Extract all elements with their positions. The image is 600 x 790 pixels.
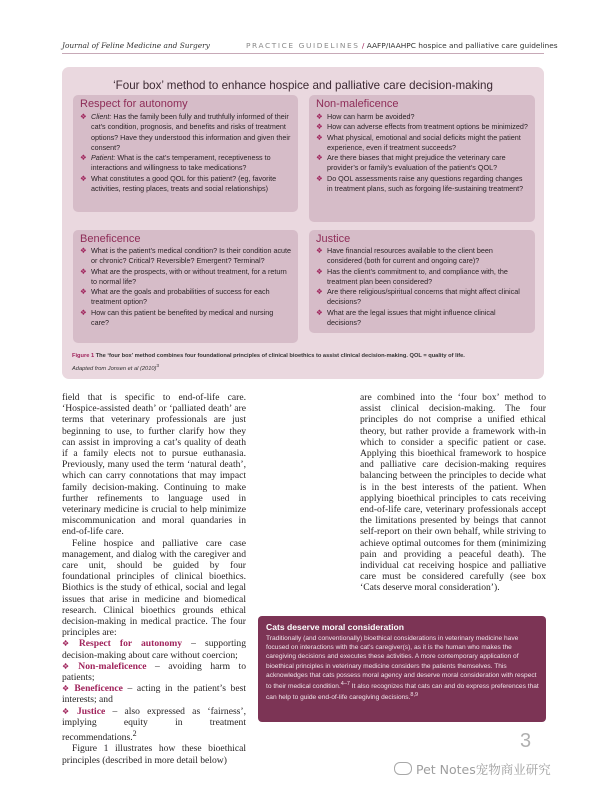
diamond-bullet-icon: ❖ bbox=[316, 112, 323, 121]
sidebox-text: Traditionally (and conventionally) bioethical considerations in veterinary medicine have focused on interactions with the cat’s caregiver(s), as it is the human who makes the caregiving decisions and executes these activities. A more contemporary application of bioethical principles in veterinary medicine considers the patients themselves. This acknowledges that cats possess moral agency and deserve moral consideration with respect to their medical condition.$^{4-7}$ It also recognizes that cats can and do express preferences that can help to guide end-of-life caregiving decisions.$^{8,9}$ bbox=[266, 635, 539, 702]
list-item: ❖ Respect for autonomy – supporting decision-making about care without coercion; bbox=[62, 638, 247, 661]
list-item: ❖ How can harm be avoided? bbox=[316, 112, 415, 121]
diamond-bullet-icon: ❖ bbox=[80, 153, 87, 163]
diamond-bullet-icon: ❖ bbox=[316, 246, 323, 255]
diamond-bullet-icon: ❖ bbox=[316, 153, 323, 163]
list-item: ❖ Patient: What is the cat’s temperament, receptiveness to interactions and willingness to take medications? bbox=[80, 153, 271, 173]
list-item: ❖ What constitutes a good QOL for this patient? (eg, favorite activities, resting places, treats and social relationships) bbox=[80, 173, 277, 194]
list-item: ❖ What is the patient’s medical condition? Is their condition acute or chronic? Critical? Reversible? Emergent? Terminal? bbox=[80, 246, 292, 266]
watermark bbox=[394, 760, 551, 778]
principles-list bbox=[62, 638, 246, 743]
figure-title: ‘Four box’ method to enhance hospice and palliative care decision-making bbox=[113, 79, 493, 92]
diamond-bullet-icon: ❖ bbox=[80, 246, 87, 255]
list-item: ❖ What are the legal issues that might influence clinical decisions? bbox=[316, 307, 496, 328]
diamond-bullet-icon: ❖ bbox=[80, 307, 87, 317]
section-label: PRACTICE GUIDELINES bbox=[246, 41, 360, 50]
header-rule bbox=[62, 53, 544, 54]
diamond-bullet-icon: ❖ bbox=[80, 173, 87, 183]
box-justice-list bbox=[316, 246, 528, 328]
box-autonomy-title: Respect for autonomy bbox=[80, 98, 188, 110]
diamond-bullet-icon: ❖ bbox=[80, 112, 87, 121]
list-item: ❖ Justice – also expressed as ‘fairness’, implying equity in treatment recommendations.$^2$ bbox=[62, 705, 247, 744]
box-autonomy-list bbox=[80, 112, 292, 194]
figure-caption: Figure 1 The ‘four box’ method combines four foundational principles of clinical bioethics to assist clinical decision-making. QOL = quality of life. Adapted from Jonsen et al $(2010)^3$ bbox=[72, 353, 465, 372]
running-header bbox=[246, 41, 558, 50]
page-number: 3 bbox=[520, 730, 532, 752]
chat-bubble-icon bbox=[394, 762, 412, 775]
list-item: ❖ Client: Has the family been fully and truthfully informed of their cat’s condition, prognosis, and benefits and risks of treatment options? Have they understood this information and given their consent? bbox=[80, 112, 291, 152]
list-item: ❖ Non-maleficence – avoiding harm to patients; bbox=[62, 660, 247, 684]
diamond-bullet-icon: ❖ bbox=[62, 639, 76, 649]
paragraph: field that is specific to end-of-life care. ‘Hospice-assisted death’ or ‘palliated death’ are terms that veterinary professionals are just beginning to use, to further clarify how they can assist in improving a cat’s quality of death if a family elects not to pursue euthanasia. Previously, many used the term ‘natural death’, which can carry connotations that may impact family decision-making. Continuing to make further refinements to language used in veterinary medicine is crucial to help minimize miscommunication and moral quandaries in end-of-life care. bbox=[62, 392, 246, 538]
box-nonmaleficence-title: Non-maleficence bbox=[316, 98, 399, 110]
list-item: ❖ Do QOL assessments raise any questions regarding changes in treatment plans, such as forgoing life-sustaining treatment? bbox=[316, 173, 524, 194]
box-nonmaleficence-list bbox=[316, 112, 528, 194]
diamond-bullet-icon: ❖ bbox=[80, 287, 87, 297]
paragraph: are combined into the ‘four box’ method to assist clinical decision-making. The four principles do not comprise a unified ethical theory, but rather provide a framework with-in which to consider a specific patient or case. Applying this bioethical framework to hospice and palliative care decision-making requires balancing between the principles to decide what is in the best interests of the patient. When applying bioethical principles to cats receiving end-of-life care, veterinary professionals accept the limitations presented by beings that cannot self-report on their own behalf, while striving to achieve optimal outcomes for them (minimizing pain and providing a peaceful death). The individual cat receiving hospice and palliative care must be considered carefully (see box ‘Cats deserve moral consideration’). bbox=[360, 392, 546, 594]
diamond-bullet-icon: ❖ bbox=[62, 684, 72, 694]
box-beneficence-list bbox=[80, 246, 292, 328]
diamond-bullet-icon: ❖ bbox=[316, 173, 323, 183]
list-item: ❖ Beneficence – acting in the patient’s best interests; and bbox=[62, 683, 247, 706]
header-separator: / bbox=[361, 41, 365, 50]
diamond-bullet-icon: ❖ bbox=[316, 122, 323, 132]
figure-source: Adapted from Jonsen et al (2010) bbox=[72, 365, 157, 372]
diamond-bullet-icon: ❖ bbox=[316, 266, 323, 276]
diamond-bullet-icon: ❖ bbox=[62, 706, 74, 716]
box-justice-title: Justice bbox=[316, 233, 351, 245]
list-item: ❖ Have financial resources available to the client been considered (both for current and ongoing care)? bbox=[316, 246, 493, 266]
list-item: ❖ What are the goals and probabilities of success for each treatment option? bbox=[80, 287, 270, 307]
list-item: ❖ How can this patient be benefited by medical and nursing care? bbox=[80, 307, 274, 328]
list-item: ❖ Are there biases that might prejudice the veterinary care provider’s or family’s evaluation of the patient’s QOL? bbox=[316, 153, 506, 173]
diamond-bullet-icon: ❖ bbox=[316, 307, 323, 317]
diamond-bullet-icon: ❖ bbox=[316, 287, 323, 297]
diamond-bullet-icon: ❖ bbox=[80, 266, 87, 276]
paragraph: Figure 1 illustrates how these bioethical principles (described in more detail below) bbox=[62, 743, 246, 766]
body-column-right bbox=[360, 392, 546, 594]
paragraph: Feline hospice and palliative care case management, and dialog with the caregiver and care unit, should be guided by four foundational principles of clinical bioethics. Biothics is the study of ethical, social and legal issues that arise in medicine and biomedical research. Clinical bioethics grounds ethical decision-making in medical practice. The four principles are: bbox=[62, 537, 246, 639]
list-item: ❖ What physical, emotional and social deficits might the patient experience, even if treatment succeeds? bbox=[316, 132, 521, 152]
diamond-bullet-icon: ❖ bbox=[62, 661, 76, 671]
watermark-text: Pet Notes宠物商业研究 bbox=[416, 762, 551, 777]
header-topic: AAFP/IAAHPC hospice and palliative care guidelines bbox=[366, 41, 558, 50]
figure-label: Figure 1 bbox=[72, 353, 95, 359]
list-item: ❖ Are there religious/spiritual concerns that might affect clinical decisions? bbox=[316, 287, 520, 307]
sidebox-title: Cats deserve moral consideration bbox=[266, 622, 405, 632]
list-item: ❖ Has the client’s commitment to, and compliance with, the treatment plan been considered? bbox=[316, 266, 508, 286]
journal-title: Journal of Feline Medicine and Surgery bbox=[62, 41, 210, 50]
list-item: ❖ How can adverse effects from treatment options be minimized? bbox=[316, 122, 528, 132]
body-column-left bbox=[62, 392, 246, 766]
diamond-bullet-icon: ❖ bbox=[316, 132, 323, 142]
box-beneficence-title: Beneficence bbox=[80, 233, 141, 245]
list-item: ❖ What are the prospects, with or without treatment, for a return to normal life? bbox=[80, 266, 287, 286]
